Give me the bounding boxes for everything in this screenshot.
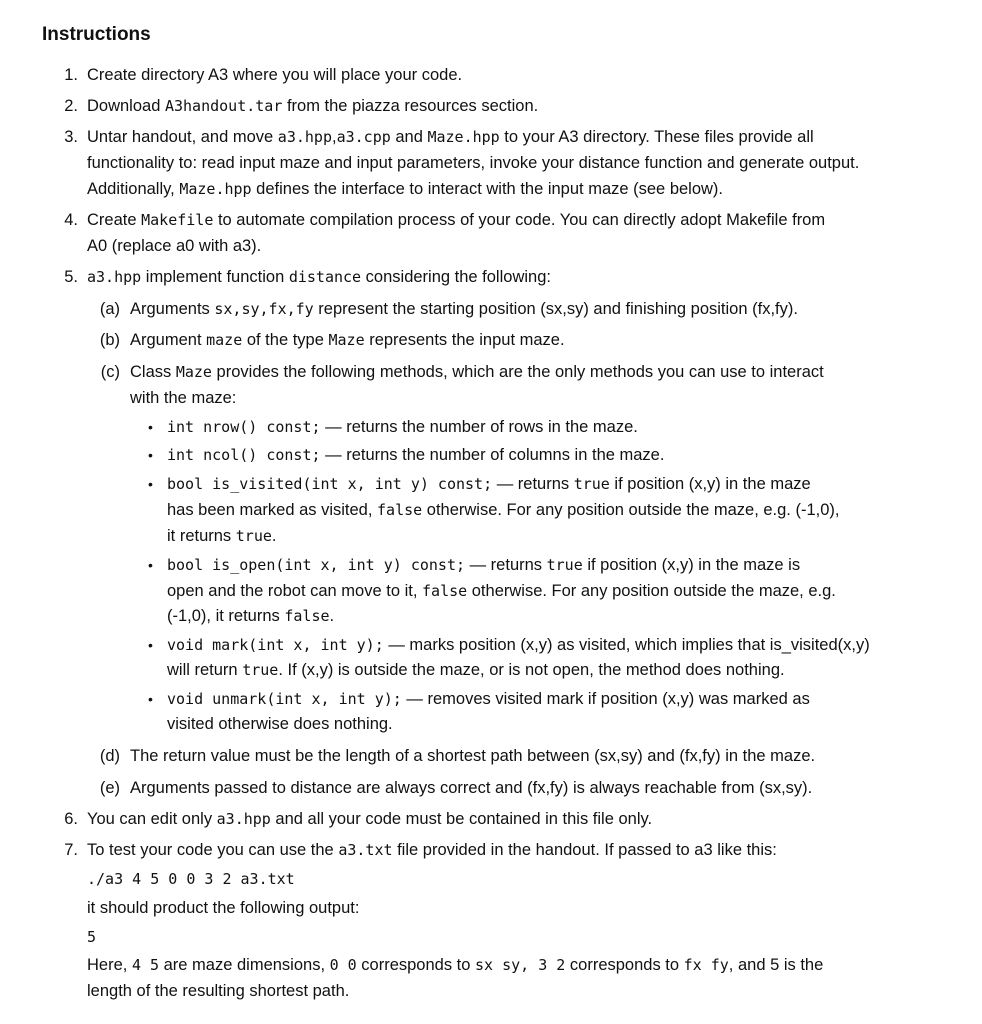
sub-item-b-text: Argument maze of the type Maze represents the input maze. <box>130 331 565 349</box>
item-number: 2. <box>64 97 78 115</box>
sub-item-c-line-1: Class Maze provides the following methods, which are the only methods you can use to interact <box>130 363 824 381</box>
method-mark-line-1: void mark(int x, int y); — marks position (x,y) as visited, which implies that is_visited(x,y) <box>167 636 870 654</box>
sub-item-label: (e) <box>99 779 120 797</box>
item-number: 4. <box>64 211 78 229</box>
item-3-line-1: Untar handout, and move a3.hpp,a3.cpp and Maze.hpp to your A3 directory. These files provide all <box>87 128 814 146</box>
item-1-text: Create directory A3 where you will place your code. <box>87 66 463 84</box>
sub-item-d-text: The return value must be the length of a shortest path between (sx,sy) and (fx,fy) in the maze. <box>130 747 816 765</box>
item-4-line-1: Create Makefile to automate compilation process of your code. You can directly adopt Makefile from <box>87 211 826 229</box>
sub-item-label: (b) <box>99 331 120 349</box>
item-number: 6. <box>64 810 78 828</box>
item-3-line-2: functionality to: read input maze and input parameters, invoke your distance function and generate output. <box>87 154 860 172</box>
bullet-glyph: • <box>148 419 153 435</box>
method-unmark-line-2: visited otherwise does nothing. <box>167 715 393 733</box>
sub-item-c-line-2: with the maze: <box>130 389 237 407</box>
item-2-text: Download A3handout.tar from the piazza resources section. <box>87 97 539 115</box>
bullet-glyph: • <box>148 557 153 573</box>
method-is-open-line-2: open and the robot can move to it, false otherwise. For any position outside the maze, e.g. <box>167 582 836 600</box>
method-is-visited-line-1: bool is_visited(int x, int y) const; — returns true if position (x,y) in the maze <box>167 475 811 493</box>
method-is-visited-line-3: it returns true. <box>167 527 277 545</box>
item-5-text: a3.hpp implement function distance considering the following: <box>87 268 551 286</box>
sub-item-e-text: Arguments passed to distance are always correct and (fx,fy) is always reachable from (sx,sy). <box>130 779 813 797</box>
method-is-open-line-3: (-1,0), it returns false. <box>167 607 335 625</box>
sub-item-label: (a) <box>99 300 120 318</box>
item-number: 1. <box>64 66 78 84</box>
method-is-visited-line-2: has been marked as visited, false otherwise. For any position outside the maze, e.g. (-1,0), <box>167 501 840 519</box>
bullet-glyph: • <box>148 691 153 707</box>
command-example: ./a3 4 5 0 0 3 2 a3.txt <box>87 870 295 888</box>
bullet-glyph: • <box>148 447 153 463</box>
item-7-explanation-line-1: Here, 4 5 are maze dimensions, 0 0 corresponds to sx sy, 3 2 corresponds to fx fy, and 5 is the <box>87 956 824 974</box>
bullet-glyph: • <box>148 637 153 653</box>
method-unmark-line-1: void unmark(int x, int y); — removes visited mark if position (x,y) was marked as <box>167 690 810 708</box>
page-title: Instructions <box>42 24 151 45</box>
item-number: 5. <box>64 268 78 286</box>
item-6-text: You can edit only a3.hpp and all your code must be contained in this file only. <box>87 810 653 828</box>
bullet-glyph: • <box>148 476 153 492</box>
item-3-line-3: Additionally, Maze.hpp defines the interface to interact with the input maze (see below). <box>87 180 724 198</box>
sub-item-label: (c) <box>100 363 120 381</box>
item-7-line-3: it should product the following output: <box>87 899 360 917</box>
method-ncol: int ncol() const; — returns the number of columns in the maze. <box>167 446 665 464</box>
item-4-line-2: A0 (replace a0 with a3). <box>87 237 262 255</box>
item-7-explanation-line-2: length of the resulting shortest path. <box>87 982 350 1000</box>
method-nrow: int nrow() const; — returns the number of rows in the maze. <box>167 418 638 436</box>
item-7-line-1: To test your code you can use the a3.txt file provided in the handout. If passed to a3 like this: <box>87 841 777 859</box>
item-number: 3. <box>64 128 78 146</box>
sub-item-label: (d) <box>99 747 120 765</box>
sub-item-a-text: Arguments sx,sy,fx,fy represent the starting position (sx,sy) and finishing position (fx,fy). <box>130 300 798 318</box>
method-is-open-line-1: bool is_open(int x, int y) const; — returns true if position (x,y) in the maze is <box>167 556 801 574</box>
method-mark-line-2: will return true. If (x,y) is outside the maze, or is not open, the method does nothing. <box>167 661 785 679</box>
item-number: 7. <box>64 841 78 859</box>
expected-output: 5 <box>87 928 97 946</box>
